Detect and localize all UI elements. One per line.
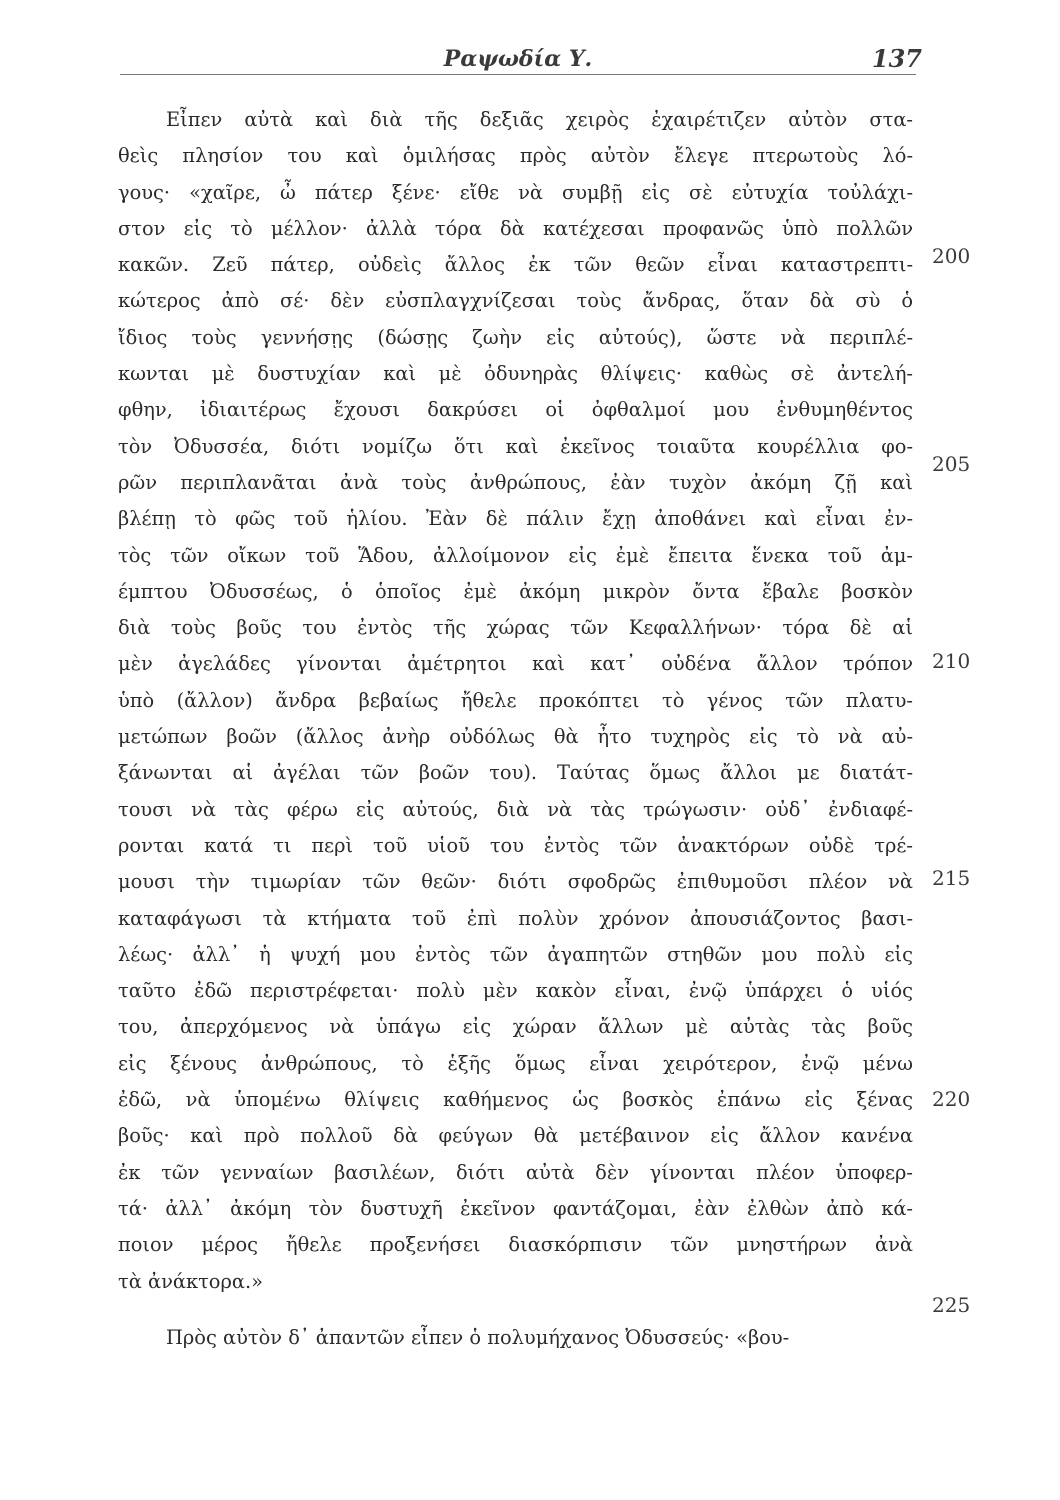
text-line: Εἶπεν αὐτὰ καὶ διὰ τῆς δεξιᾶς χειρὸς ἐχαιρέτιζεν αὐτὸν στα- [166, 108, 913, 131]
text-line: φθην, ἰδιαιτέρως ἔχουσι δακρύσει οἱ ὀφθαλμοί μου ἐνθυμηθέντος [118, 398, 913, 422]
text-line: ρῶν περιπλανᾶται ἀνὰ τοὺς ἀνθρώπους, ἐὰν τυχὸν ἀκόμη ζῇ καὶ [118, 470, 913, 494]
text-line: κακῶν. Ζεῦ πάτερ, οὐδεὶς ἄλλος ἐκ τῶν θεῶν εἶναι καταστρεπτι- [118, 253, 913, 277]
text-line: εἰς ξένους ἀνθρώπους, τὸ ἑξῆς ὅμως εἶναι χειρότερον, ἐνῷ μένω [118, 1051, 913, 1075]
text-line: τὸς τῶν οἴκων τοῦ Ἅδου, ἀλλοίμονον εἰς ἐμὲ ἔπειτα ἕνεκα τοῦ ἀμ- [118, 543, 913, 567]
text-line: θεὶς πλησίον του καὶ ὁμιλήσας πρὸς αὐτὸν ἔλεγε πτερωτοὺς λό- [118, 144, 913, 168]
verse-number: 210 [932, 649, 971, 673]
text-line: έμπτου Ὀδυσσέως, ὁ ὁποῖος ἐμὲ ἀκόμη μικρὸν ὄντα ἔβαλε βοσκὸν [118, 579, 913, 603]
text-line: διὰ τοὺς βοῦς του ἐντὸς τῆς χώρας τῶν Κεφαλλήνων· τόρα δὲ αἱ [118, 616, 913, 640]
text-line: Πρὸς αὐτὸν δ᾽ ἀπαντῶν εἶπεν ὁ πολυμήχανος Ὀδυσσεύς· «βου- [166, 1325, 790, 1349]
text-line: μουσι τὴν τιμωρίαν τῶν θεῶν· διότι σφοδρῶς ἐπιθυμοῦσι πλέον νὰ [118, 870, 913, 894]
text-line: ξάνωνται αἱ ἀγέλαι τῶν βοῶν του). Ταύτας ὅμως ἄλλοι με διατάτ- [118, 761, 913, 785]
text-line: κώτερος ἀπὸ σέ· δὲν εὐσπλαγχνίζεσαι τοὺς ἄνδρας, ὅταν δὰ σὺ ὁ [118, 289, 913, 313]
text-line: του, ἀπερχόμενος νὰ ὑπάγω εἰς χώραν ἄλλων μὲ αὐτὰς τὰς βοῦς [118, 1015, 913, 1039]
header-rule [120, 74, 916, 75]
verse-number: 215 [932, 866, 971, 890]
text-line: γους· «χαῖρε, ὦ πάτερ ξένε· εἴθε νὰ συμβῇ εἰς σὲ εὐτυχία τοὐλάχι- [118, 180, 913, 204]
text-line: καταφάγωσι τὰ κτήματα τοῦ ἐπὶ πολὺν χρόνον ἀπουσιάζοντος βασι- [118, 906, 913, 930]
text-line: ἐκ τῶν γενναίων βασιλέων, διότι αὐτὰ δὲν γίνονται πλέον ὑποφερ- [118, 1160, 913, 1184]
page-number: 137 [871, 44, 922, 73]
text-line: ποιον μέρος ἤθελε προξενήσει διασκόρπισιν τῶν μνηστήρων ἀνὰ [118, 1233, 913, 1257]
running-title: Ραψωδία Υ. [443, 46, 593, 72]
verse-number: 205 [932, 452, 971, 476]
text-line: ρονται κατά τι περὶ τοῦ υἱοῦ του ἐντὸς τῶν ἀνακτόρων οὐδὲ τρέ- [118, 833, 913, 857]
body-text [118, 102, 913, 1356]
paragraph-gap [118, 1300, 913, 1320]
text-line: ἐδῶ, νὰ ὑπομένω θλίψεις καθήμενος ὡς βοσκὸς ἐπάνω εἰς ξένας [118, 1088, 913, 1112]
text-line: τουσι νὰ τὰς φέρω εἰς αὐτούς, διὰ νὰ τὰς τρώγωσιν· οὐδ᾽ ἐνδιαφέ- [118, 797, 913, 821]
text-line: τὸν Ὀδυσσέα, διότι νομίζω ὅτι καὶ ἐκεῖνος τοιαῦτα κουρέλλια φο- [118, 434, 913, 458]
text-line: βλέπῃ τὸ φῶς τοῦ ἡλίου. Ἐὰν δὲ πάλιν ἔχῃ ἀποθάνει καὶ εἶναι ἐν- [118, 507, 913, 531]
text-line: ταῦτο ἐδῶ περιστρέφεται· πολὺ μὲν κακὸν εἶναι, ἐνῷ ὑπάρχει ὁ υἱός [118, 979, 913, 1003]
verse-number: 200 [932, 244, 971, 268]
text-line: ἴδιος τοὺς γεννήσῃς (δώσῃς ζωὴν εἰς αὐτούς), ὥστε νὰ περιπλέ- [118, 325, 913, 349]
text-line: μετώπων βοῶν (ἄλλος ἀνὴρ οὐδόλως θὰ ἦτο τυχηρὸς εἰς τὸ νὰ αὐ- [118, 725, 913, 749]
text-line: στον εἰς τὸ μέλλον· ἀλλὰ τόρα δὰ κατέχεσαι προφανῶς ὑπὸ πολλῶν [118, 216, 913, 240]
text-line: ὑπὸ (ἄλλον) ἄνδρα βεβαίως ἤθελε προκόπτει τὸ γένος τῶν πλατυ- [118, 688, 913, 712]
text-line: τὰ ἀνάκτορα.» [118, 1269, 264, 1293]
text-line: βοῦς· καὶ πρὸ πολλοῦ δὰ φεύγων θὰ μετέβαινον εἰς ἄλλον κανένα [118, 1124, 913, 1148]
text-line: τά· ἀλλ᾽ ἀκόμη τὸν δυστυχῆ ἐκεῖνον φαντάζομαι, ἐὰν ἐλθὼν ἀπὸ κά- [118, 1196, 913, 1220]
verse-number: 225 [932, 1293, 971, 1317]
page-header [120, 40, 922, 80]
text-line: κωνται μὲ δυστυχίαν καὶ μὲ ὀδυνηρὰς θλίψεις· καθὼς σὲ ἀντελή- [118, 362, 913, 386]
verse-number: 220 [932, 1087, 971, 1111]
text-line: μὲν ἀγελάδες γίνονται ἀμέτρητοι καὶ κατ᾽ οὐδένα ἄλλον τρόπον [118, 652, 913, 676]
text-line: λέως· ἀλλ᾽ ἡ ψυχή μου ἐντὸς τῶν ἀγαπητῶν στηθῶν μου πολὺ εἰς [118, 942, 913, 966]
